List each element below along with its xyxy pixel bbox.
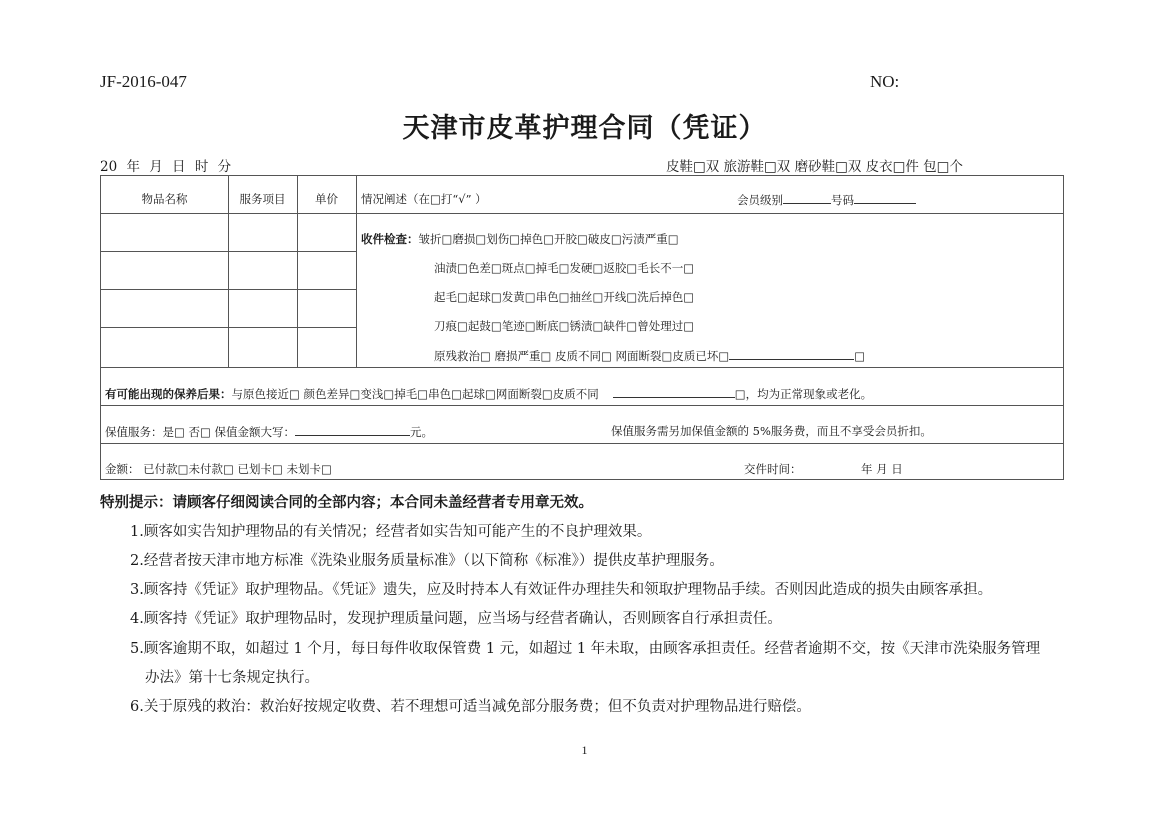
insured-service-row[interactable]	[105, 423, 433, 440]
inspection-line-3[interactable]: 起毛□起球□发黄□串色□抽丝□开线□洗后掉色□	[434, 290, 695, 304]
item-name-cell-3[interactable]	[101, 290, 228, 327]
service-cell-3[interactable]	[229, 290, 297, 327]
divider	[101, 367, 1063, 368]
item-name-cell-2[interactable]	[101, 252, 228, 289]
member-number-label: 号码	[831, 193, 854, 207]
contract-table	[100, 175, 1064, 480]
member-number-field[interactable]	[854, 191, 916, 204]
member-info	[737, 191, 916, 208]
inspection-label: 收件检查：	[361, 232, 419, 246]
clause-5-continued: 办法》第十七条规定执行。	[145, 670, 319, 686]
consequences-label: 有可能出现的保养后果：	[105, 387, 232, 401]
form-number-label: NO:	[870, 72, 900, 91]
inspection-line-4[interactable]: 刀痕□起鼓□笔迹□断底□锈渍□缺件□曾处理过□	[434, 319, 695, 333]
clause-5: 5.顾客逾期不取，如超过 1 个月，每日每件收取保管费 1 元，如超过 1 年未取，由顾客承担责任。经营者逾期不交，按《天津市洗染服务管理	[130, 641, 1041, 657]
member-level-field[interactable]	[783, 191, 831, 204]
clause-3: 3.顾客持《凭证》取护理物品。《凭证》遗失，应及时持本人有效证件办理挂失和领取护理物品手续。否则因此造成的损失由顾客承担。	[130, 582, 993, 598]
price-cell-3[interactable]	[298, 290, 356, 327]
clause-4: 4.顾客持《凭证》取护理物品时，发现护理质量问题，应当场与经营者确认，否则顾客自行承担责任。	[130, 611, 782, 627]
other-damage-field[interactable]	[729, 347, 854, 360]
payment-options[interactable]: 金额： 已付款□未付款□ 已划卡□ 未划卡□	[105, 462, 332, 476]
page-title: 天津市皮革护理合同（凭证）	[402, 113, 767, 144]
inspection-options-1[interactable]: 皱折□磨损□划伤□掉色□开胶□破皮□污渍严重□	[418, 232, 679, 246]
situation-label: 情况阐述（在□打“√” ）	[361, 192, 487, 206]
date-line: 20 年 月 日 时 分	[100, 159, 232, 175]
special-notice: 特别提示：请顾客仔细阅读合同的全部内容；本合同未盖经营者专用章无效。	[100, 494, 593, 511]
divider	[101, 405, 1063, 406]
price-cell-2[interactable]	[298, 252, 356, 289]
column-header-item-name: 物品名称	[141, 192, 188, 206]
column-header-price: 单价	[315, 192, 338, 206]
insured-amount-field[interactable]	[295, 423, 410, 436]
insured-unit: 元。	[410, 425, 434, 439]
page-number: 1	[581, 743, 588, 757]
delivery-date[interactable]: 年 月 日	[861, 462, 903, 476]
service-cell-4[interactable]	[229, 328, 297, 367]
price-cell-1[interactable]	[298, 214, 356, 251]
item-counts: 皮鞋□双 旅游鞋□双 磨砂鞋□双 皮衣□件 包□个	[666, 159, 963, 175]
divider	[356, 176, 357, 367]
consequences-tail[interactable]: □，均为正常现象或老化。	[734, 387, 873, 401]
consequences-row[interactable]	[105, 385, 872, 402]
inspection-options-5[interactable]: 原残救治□ 磨损严重□ 皮质不同□ 网面断裂□皮质已坏□	[434, 349, 730, 363]
inspection-line-2[interactable]: 油渍□色差□斑点□掉毛□发硬□返胶□毛长不一□	[434, 261, 695, 275]
clause-1: 1.顾客如实告知护理物品的有关情况；经营者如实告知可能产生的不良护理效果。	[130, 524, 652, 540]
form-code: JF-2016-047	[100, 72, 187, 91]
column-header-service: 服务项目	[239, 192, 286, 206]
service-cell-1[interactable]	[229, 214, 297, 251]
item-name-cell-4[interactable]	[101, 328, 228, 367]
insured-service-options[interactable]: 保值服务：是□ 否□ 保值金额大写：	[105, 425, 296, 439]
clause-2: 2.经营者按天津市地方标准《洗染业服务质量标准》（以下简称《标准》）提供皮革护理服务。	[130, 553, 724, 569]
clause-6: 6.关于原残的救治：救治好按规定收费、若不理想可适当减免部分服务费；但不负责对护理物品进行赔偿。	[130, 699, 811, 715]
delivery-time-label: 交件时间：	[744, 462, 802, 476]
item-name-cell-1[interactable]	[101, 214, 228, 251]
other-consequence-field[interactable]	[613, 385, 735, 398]
divider	[101, 443, 1063, 444]
insured-note: 保值服务需另加保值金额的 5%服务费，而且不享受会员折扣。	[611, 424, 932, 438]
inspection-line-5[interactable]	[434, 347, 865, 364]
inspection-line-1[interactable]	[361, 231, 679, 247]
service-cell-2[interactable]	[229, 252, 297, 289]
consequences-options[interactable]: 与原色接近□ 颜色差异□变浅□掉毛□串色□起球□网面断裂□皮质不同	[231, 387, 599, 401]
member-level-label: 会员级别	[737, 193, 783, 207]
other-damage-checkbox[interactable]: □	[854, 349, 866, 363]
price-cell-4[interactable]	[298, 328, 356, 367]
